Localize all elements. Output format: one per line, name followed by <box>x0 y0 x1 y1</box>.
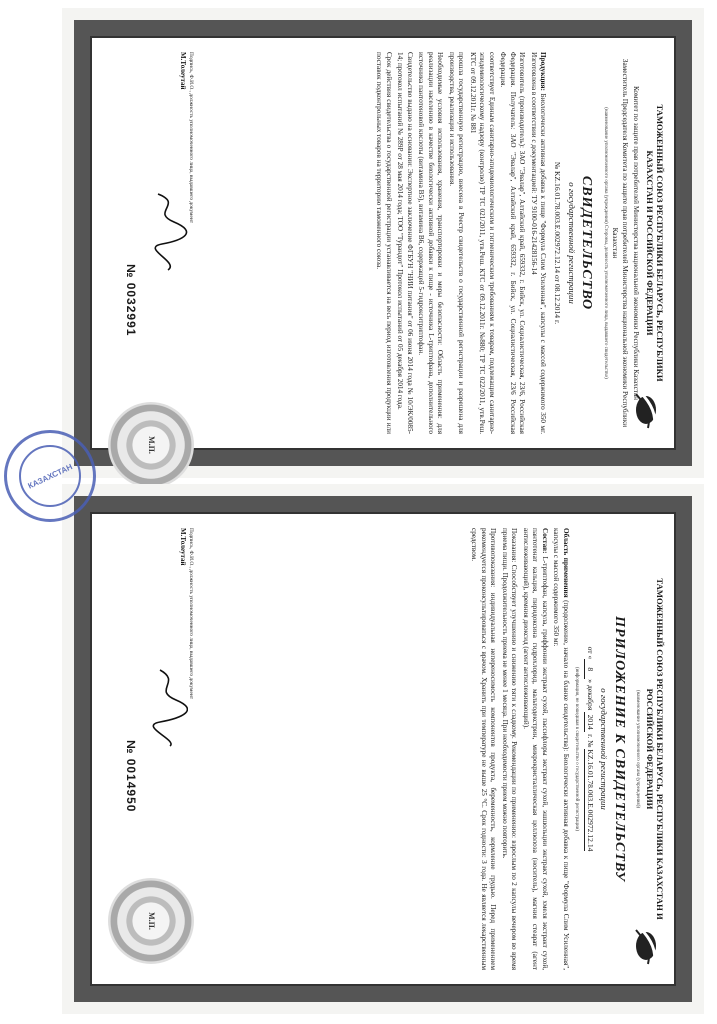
seal-label: М.П. <box>147 436 157 454</box>
registration-number: № KZ.16.01.78.003.Е.002972.12.14 от 08.12.2014 г. <box>553 161 563 325</box>
document-subtitle: о государственной регистрации <box>566 182 577 304</box>
document-title: СВИДЕТЕЛЬСТВО <box>579 175 595 311</box>
signature-block <box>102 52 194 454</box>
authority-name: Комитет по защите прав потребителей Министерства национальной экономики Республики Казахстан <box>632 85 641 401</box>
official-seal <box>108 402 194 488</box>
validity-text: Срок действия свидетельства о государственной регистрации устанавливается на весь период изготовления продукции или поставок подконтрольных товаров на территорию таможенного союза. <box>375 52 393 434</box>
compliance-text: соответствует Единым санитарно-эпидемиологическим и гигиеническим требованиям к товарам, подлежащим санитарно-эпидемиологическому надзору (контролю) ТР ТС 021/2011, утв.Реш. КТС от 09.12.2011г. №880; ТР ТС 022/2011, утв.Реш. КТС от 09.12.2011г. № 881 <box>468 52 496 434</box>
customs-union-logo-icon <box>630 926 664 966</box>
product-paragraph <box>528 52 547 434</box>
date-suffix: г. № <box>585 734 595 748</box>
scope-text: (продолжение, начало на бланке свидетельства): Биологически активная добавка к пище "Формула Слим Усиленная", капсулы с массой содержимого 350 мг. <box>552 528 570 970</box>
contraindications-text: Противопоказания: индивидуальная непереносимость компонентов продукта, беременность, кормление грудью. Перед применением рекомендуется проконсультироваться с врачом. Хранить при температуре не выше 25 °С. Срок годности: 3 года. Не является лекарственным средством. <box>470 528 498 970</box>
certificate-sheet-top <box>62 8 704 478</box>
product-label: Продукция: <box>539 52 548 91</box>
union-title: ТАМОЖЕННЫЙ СОЮЗ РЕСПУБЛИКИ БЕЛАРУСЬ, РЕСПУБЛИКИ КАЗАХСТАН И РОССИЙСКОЙ ФЕДЕРАЦИИ <box>645 104 665 382</box>
serial-number: № 0032991 <box>124 264 138 337</box>
authority-caption: (наименование уполномоченного органа (учреждения)) <box>635 689 641 809</box>
date-year: 2014 <box>584 712 595 732</box>
composition-label: Состав: <box>540 528 549 554</box>
indications-text: Показания: Способствует улучшению и снижению тяги к сладкому. Рекомендации по применению: взрослым по 2 капсулы вечером во время приема пищи. Продолжительность приема не менее 1 месяца. При необходимости прием можно повторить. <box>500 528 519 970</box>
signature-block <box>102 528 194 970</box>
date-month: » декабря <box>585 679 595 711</box>
registration-text: прошла государственную регистрацию, внесена в Реестр свидетельств о государственной регистрации и разрешена для производства, реализации и использования. <box>447 52 466 434</box>
usage-text: Необходимые условия использования, хранения, транспортировки и меры безопасности: Область применения: для реализации населению в качестве биологически активной добавки к пище - источника L-триптофана, дополнительного источника пантотеновой кислоты (витамина B5), витамина B6, содержащей 5-гидрокситриптофан. <box>417 52 445 434</box>
union-title: ТАМОЖЕННЫЙ СОЮЗ РЕСПУБЛИКИ БЕЛАРУСЬ, РЕСПУБЛИКИ КАЗАХСТАН И РОССИЙСКОЙ ФЕДЕРАЦИИ <box>645 578 665 920</box>
registration-caption: (информация, не вошедшая в свидетельство о государственной регистрации) <box>573 666 579 832</box>
blue-round-stamp-icon <box>4 430 96 522</box>
certificate-body <box>90 36 676 454</box>
appendix-date-number <box>584 528 595 970</box>
signature-icon <box>148 192 188 272</box>
sign-caption-text: Подпись, Ф.И.О., должность уполномоченного лица, выдавшего документ <box>188 528 194 700</box>
basis-text: Свидетельство выдано на основании: Экспертное заключение ФГБУН "НИИ питания" от 06 июня 2014 года № 10/ЭК/0085-14; протокол испытаний № 289Р от 28 мая 2014 года; ТОО "Турандот" Протокол испытаний от 05 декабря 2014 года. <box>396 52 414 434</box>
date-prefix: от « <box>585 646 595 660</box>
date-day: 8 <box>584 659 595 679</box>
certificate-content <box>92 38 674 454</box>
sign-caption-text: Подпись, Ф.И.О., должность уполномоченного лица, выдавшего документ <box>188 52 194 224</box>
scope-label: Область применения <box>561 528 570 598</box>
signer-name: М.Толеутай <box>178 528 187 566</box>
scope-paragraph <box>551 528 570 970</box>
signer-name: М.Толеутай <box>178 52 187 90</box>
appendix-content <box>92 514 674 984</box>
signature-icon <box>148 668 188 748</box>
manufacturer-text: Изготовитель (производитель): ЗАО "Эвалар", Алтайский край, 659332, г. Бийск, ул. Социалистическая, 23/6, Российская Федерация. Получатель: ЗАО "Эвалар", Алтайский край, 659332, г. Бийск, ул. Социалистическая, 23/6 Российская Федерация. <box>499 52 527 434</box>
appendix-subtitle: о государственной регистрации <box>599 688 610 810</box>
stamp-text: КАЗАХСТАН <box>26 461 74 491</box>
serial-number: № 0014950 <box>124 740 138 813</box>
certificate-sheet-bottom <box>62 484 704 1014</box>
seal-label: М.П. <box>147 912 157 930</box>
customs-union-logo-icon <box>630 390 664 430</box>
official-seal <box>108 878 194 964</box>
registration-number: KZ.16.01.78.003.Е.002972.12.14 <box>584 749 595 851</box>
appendix-title: ПРИЛОЖЕНИЕ К СВИДЕТЕЛЬСТВУ <box>611 616 627 882</box>
authority-caption: (наименование уполномоченного органа (учреждения) Стороны, должность уполномоченного лица, выдавшего свидетельство) <box>602 107 608 379</box>
composition-text: L-триптофан, капсула, гриффонии экстракт сухой, пассифлоры экстракт сухой, эшшольции экстракт сухой, хмеля экстракт сухой, пантотенат кальция, пиридоксина гидрохлорид, мальтодекстрин, микрокристаллическая целлюлоза (носитель), магния стеарат (агент антислеживающий), кремния диоксид (агент антислеживающий). <box>521 528 549 970</box>
appendix-body <box>90 512 676 986</box>
composition-paragraph <box>520 528 549 970</box>
product-text: Биологически активная добавка к пище "Формула Слим Усиленная", капсулы с массой содержимого 350 мг. Изготовлена в соответствии с документацией: ТУ 9100-016-21428156-14 <box>529 52 548 434</box>
deputy-name: Заместитель Председателя Комитета по защите прав потребителей Министерства национальной экономики Республики Казахстан <box>611 58 629 428</box>
